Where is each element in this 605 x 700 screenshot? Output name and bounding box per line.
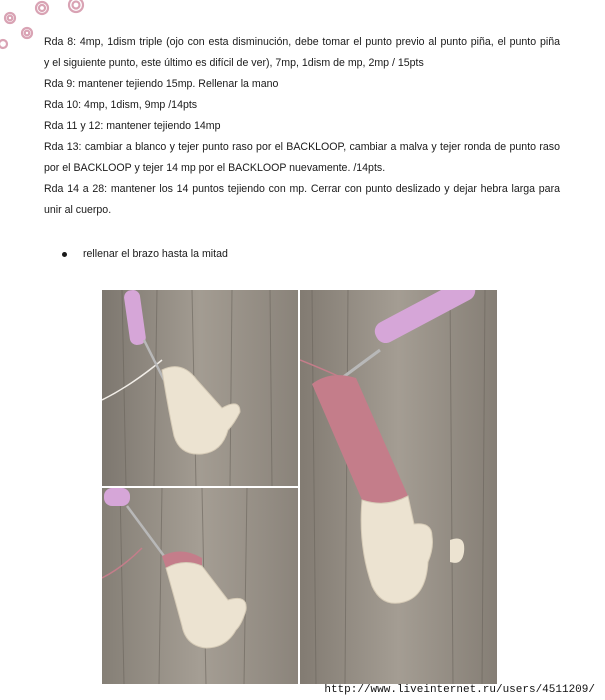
instruction-rda8-line2: y el siguiente punto, este último es difícil de ver), 7mp, 1dism de mp, 2mp / 15pts: [44, 57, 424, 69]
photo-hand-white: [102, 290, 298, 486]
photo-hand-mauve-start: [102, 488, 298, 684]
instruction-rda9: Rda 9: mantener tejiendo 15mp. Rellenar la mano: [44, 78, 279, 90]
bullet-text: rellenar el brazo hasta la mitad: [83, 248, 228, 260]
bullet-item: [62, 246, 228, 262]
instruction-rda8-line1: Rda 8: 4mp, 1dism triple (ojo con esta disminución, debe tomar el punto previo al punto piña, el punto piña: [44, 36, 560, 48]
watermark-url: http://www.liveinternet.ru/users/4511209/: [324, 684, 595, 696]
instruction-rda14-line2: unir al cuerpo.: [44, 204, 112, 216]
instruction-rda14-line1: Rda 14 a 28: mantener los 14 puntos tejiendo con mp. Cerrar con punto deslizado y dejar hebra larga para: [44, 183, 560, 195]
instruction-rda13-line1: Rda 13: cambiar a blanco y tejer punto raso por el BACKLOOP, cambiar a malva y tejer ronda de punto raso: [44, 141, 560, 153]
bullet-dot-icon: [62, 252, 67, 257]
pattern-instructions: [44, 32, 560, 221]
photo-full-arm: [300, 290, 497, 684]
instruction-rda11-12: Rda 11 y 12: mantener tejiendo 14mp: [44, 120, 221, 132]
instruction-rda10: Rda 10: 4mp, 1dism, 9mp /14pts: [44, 99, 198, 111]
instruction-rda13-line2: por el BACKLOOP y tejer 14 mp por el BACKLOOP nuevamente. /14pts.: [44, 162, 386, 174]
